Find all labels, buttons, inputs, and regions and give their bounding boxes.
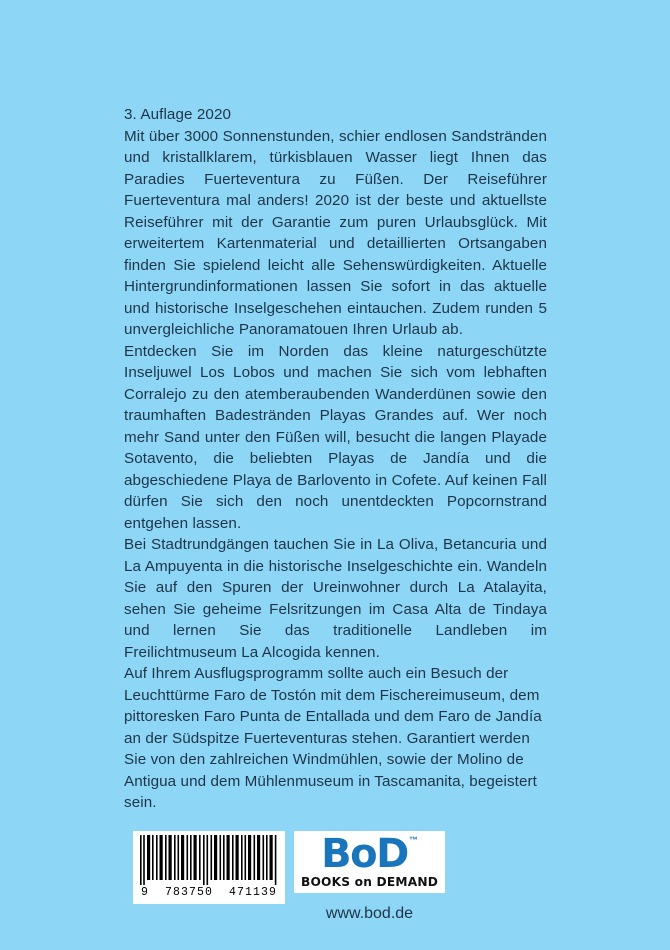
isbn-barcode	[133, 831, 285, 904]
isbn-digits: 9 783750 471139	[140, 886, 278, 899]
publisher-url[interactable]: www.bod.de	[325, 905, 414, 922]
blurb-paragraph-1: Mit über 3000 Sonnenstunden, schier endlosen Sandstränden und kristallklarem, türkisblauen Wasser liegt Ihnen das Paradies Fuerteventura zu Füßen. Der Reiseführer Fuerteventura mal anders! 2020 ist der beste und aktuellste Reiseführer mit der Garantie zum puren Urlaubsglück. Mit erweitertem Kartenmaterial und detaillierten Ortsangaben finden Sie spielend leicht alle Sehenswürdigkeiten. Aktuelle Hintergrundinformationen lassen Sie sofort in das aktuelle und historische Inselgeschehen eintauchen. Zudem runden 5 unvergleichliche Panoramatouen Ihren Urlaub ab.	[124, 127, 547, 338]
blurb-paragraph-3: Bei Stadtrundgängen tauchen Sie in La Oliva, Betancuria und La Ampuyenta in die historische Inselgeschichte ein. Wandeln Sie auf den Spuren der Ureinwohner durch La Atalayita, sehen Sie geheime Felsritzungen im Casa Alta de Tindaya und lernen Sie das traditionelle Landleben im Freilichtmuseum La Alcogida kennen.	[124, 536, 547, 661]
barcode-icon	[140, 835, 278, 885]
publisher-logo	[294, 831, 445, 893]
edition-line: 3. Auflage 2020	[124, 106, 232, 123]
bod-wordmark: BoD	[321, 831, 408, 877]
trademark-icon: ™	[408, 835, 418, 845]
bod-tagline: BOOKS on DEMAND	[300, 875, 439, 889]
blurb-paragraph-2: Entdecken Sie im Norden das kleine naturgeschützte Inseljuwel Los Lobos und machen Sie sich vom lebhaften Corralejo zu den atemberaubenden Wanderdünen sowie den traumhaften Badestränden Playas Grandes auf. Wer noch mehr Sand unter den Füßen will, besucht die langen Playade Sotavento, die beliebten Playas de Jandía und die abgeschiedene Playa de Barlovento in Cofete. Auf keinen Fall dürfen Sie sich den noch unentdeckten Popcornstrand entgehen lassen.	[124, 342, 547, 532]
bod-wordmark-row	[321, 831, 418, 877]
back-cover-blurb	[124, 104, 547, 814]
cover-footer	[0, 831, 670, 950]
blurb-paragraph-4: Auf Ihrem Ausflugsprogramm sollte auch ein Besuch der Leuchttürme Faro de Tostón mit dem Fischereimuseum, dem pittoresken Faro Punta de Entallada und dem Faro de Jandía an der Südspitze Fuerteventuras stehen. Garantiert werden Sie von den zahlreichen Windmühlen, sowie der Molino de Antigua und dem Mühlenmuseum in Tascamanita, begeistert sein.	[124, 665, 542, 811]
